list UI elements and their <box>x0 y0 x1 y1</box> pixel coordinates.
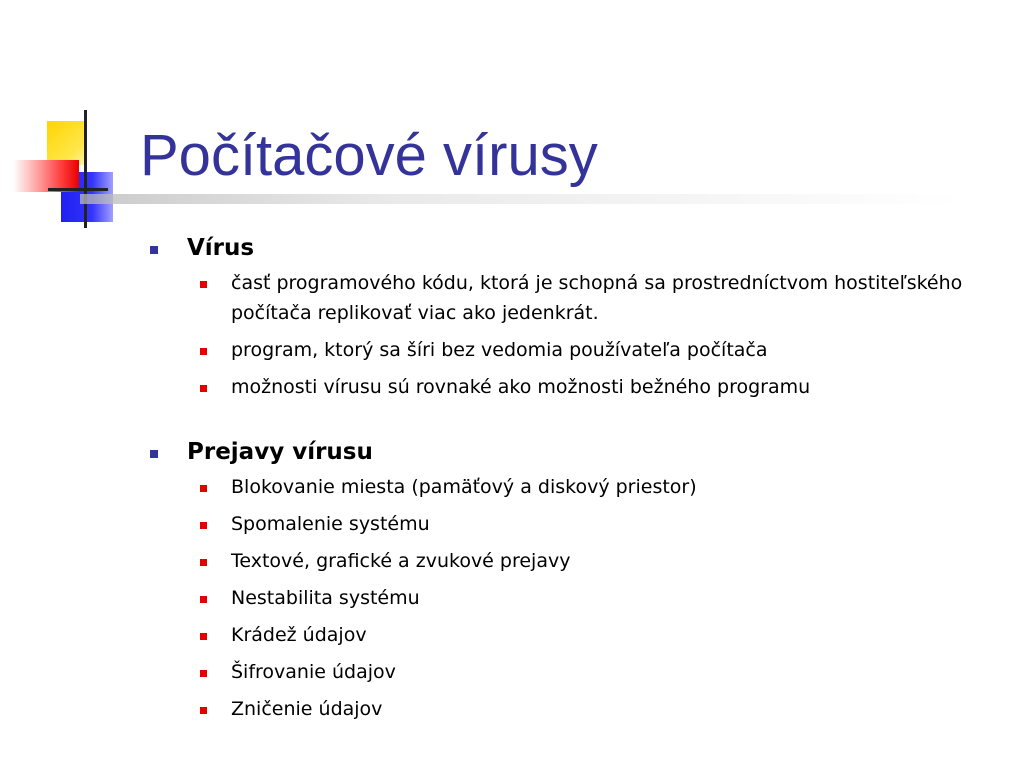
square-bullet-icon <box>150 246 158 254</box>
section-virus <box>150 228 990 402</box>
section-heading <box>150 228 990 268</box>
square-bullet-icon <box>200 281 207 288</box>
list-item <box>200 694 990 724</box>
slide-content <box>150 228 990 731</box>
section-heading-label: Vírus <box>187 235 255 261</box>
section-heading-label: Prejavy vírusu <box>187 439 373 465</box>
square-bullet-icon <box>200 559 207 566</box>
list-item-text: Zničenie údajov <box>231 698 383 720</box>
square-bullet-icon <box>200 670 207 677</box>
list-item <box>200 372 990 402</box>
square-bullet-icon <box>200 596 207 603</box>
list-item <box>200 472 990 502</box>
square-bullet-icon <box>200 385 207 392</box>
list-item-text: Šifrovanie údajov <box>231 661 396 683</box>
list-item-text: Blokovanie miesta (pamäťový a diskový priestor) <box>231 476 697 498</box>
list-item-text: možnosti vírusu sú rovnaké ako možnosti bežného programu <box>231 376 811 398</box>
logo-yellow-square <box>47 121 87 165</box>
list-item-text: časť programového kódu, ktorá je schopná sa prostredníctvom hostiteľského počítača replikovať viac ako jedenkrát. <box>231 272 963 324</box>
bullet-list <box>150 268 990 402</box>
decorative-squares-logo-icon <box>0 0 150 240</box>
list-item <box>200 546 990 576</box>
logo-horizontal-bar <box>48 188 108 191</box>
list-item <box>200 335 990 365</box>
title-underline <box>80 194 960 204</box>
bullet-list <box>150 472 990 724</box>
slide-title: Počítačové vírusy <box>140 123 598 188</box>
section-prejavy <box>150 432 990 724</box>
list-item <box>200 620 990 650</box>
list-item <box>200 657 990 687</box>
list-item-text: program, ktorý sa šíri bez vedomia používateľa počítača <box>231 339 768 361</box>
logo-vertical-bar <box>84 110 87 228</box>
list-item <box>200 583 990 613</box>
square-bullet-icon <box>200 707 207 714</box>
list-item <box>200 509 990 539</box>
list-item-text: Krádež údajov <box>231 624 367 646</box>
list-item <box>200 268 990 328</box>
square-bullet-icon <box>200 633 207 640</box>
section-heading <box>150 432 990 472</box>
square-bullet-icon <box>200 485 207 492</box>
list-item-text: Spomalenie systému <box>231 513 430 535</box>
square-bullet-icon <box>150 450 158 458</box>
square-bullet-icon <box>200 522 207 529</box>
square-bullet-icon <box>200 348 207 355</box>
list-item-text: Textové, grafické a zvukové prejavy <box>231 550 571 572</box>
list-item-text: Nestabilita systému <box>231 587 420 609</box>
